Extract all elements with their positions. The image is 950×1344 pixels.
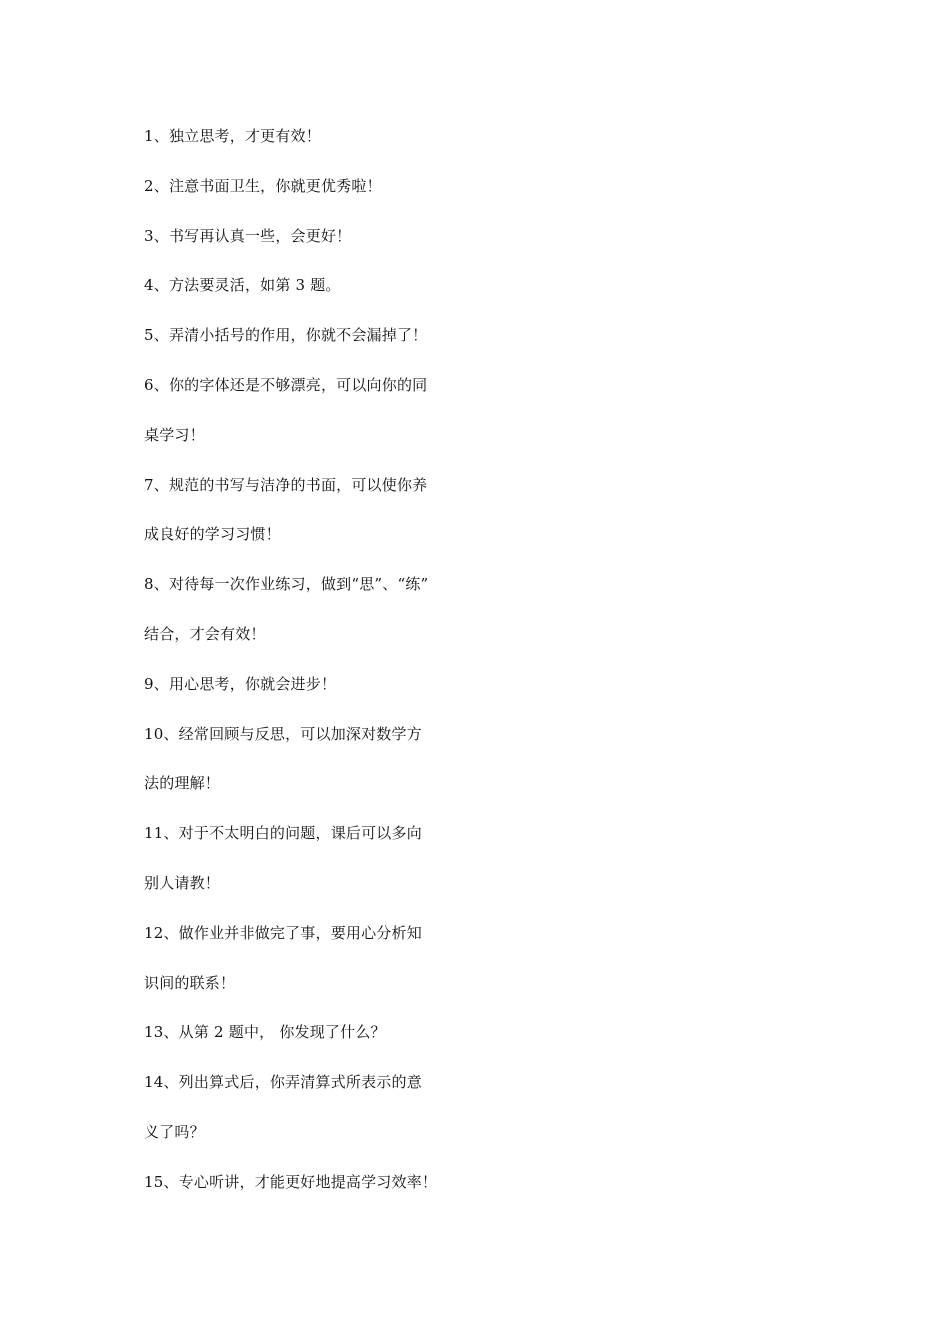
text-line-7: 桌学习！	[144, 425, 205, 444]
text-line-6: 6、你的字体还是不够漂亮，可以向你的同	[144, 375, 428, 394]
text-line-17: 12、做作业并非做完了事，要用心分析知	[144, 923, 422, 942]
text-line-13: 10、经常回顾与反思，可以加深对数学方	[144, 724, 422, 743]
text-line-10: 8、对待每一次作业练习，做到“思”、“练”	[144, 575, 429, 594]
text-line-9: 成良好的学习习惯！	[144, 525, 281, 544]
text-line-20: 14、列出算式后，你弄清算式所表示的意	[144, 1073, 422, 1092]
text-line-16: 别人请教！	[144, 873, 221, 892]
text-line-14: 法的理解！	[144, 774, 221, 793]
text-line-8: 7、规范的书写与洁净的书面，可以使你养	[144, 475, 428, 494]
text-line-4: 4、方法要灵活，如第 3 题。	[144, 276, 341, 295]
document-body	[144, 123, 864, 1219]
text-line-22: 15、专心听讲，才能更好地提高学习效率！	[144, 1172, 438, 1191]
text-line-19: 13、从第 2 题中， 你发现了什么？	[144, 1023, 386, 1042]
text-line-15: 11、对于不太明白的问题，课后可以多向	[144, 824, 422, 843]
text-line-12: 9、用心思考，你就会进步！	[144, 674, 337, 693]
text-line-1: 1、独立思考，才更有效！	[144, 127, 321, 145]
text-line-11: 结合，才会有效！	[144, 624, 266, 643]
text-line-21: 义了吗？	[144, 1122, 205, 1141]
text-line-2: 2、注意书面卫生，你就更优秀啦！	[144, 176, 382, 195]
text-line-5: 5、弄清小括号的作用，你就不会漏掉了！	[144, 326, 428, 345]
text-line-3: 3、书写再认真一些，会更好！	[144, 226, 352, 245]
text-line-18: 识间的联系！	[144, 973, 236, 992]
